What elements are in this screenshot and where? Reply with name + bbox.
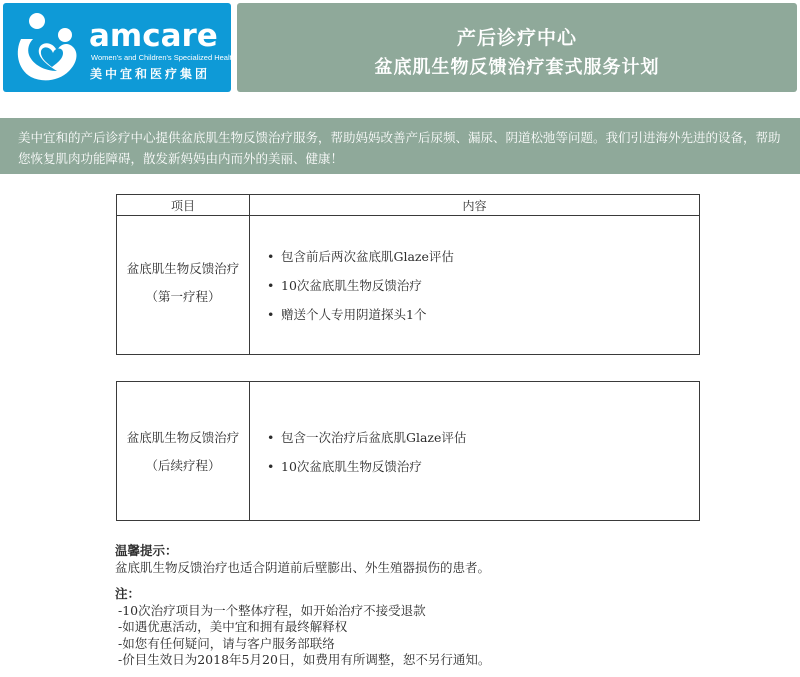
tips-heading: 温馨提示： [115, 543, 178, 558]
logo-chinese-name: 美中宜和医疗集团 [90, 67, 211, 81]
logo-tagline: Women's and Children's Specialized Health [91, 53, 236, 62]
item-name: 盆底肌生物反馈治疗 [126, 430, 240, 445]
note-item: -如遇优惠活动，美中宜和拥有最终解释权 [118, 619, 348, 634]
item-name: 盆底肌生物反馈治疗 [126, 261, 240, 276]
item-cell [117, 255, 249, 311]
note-item: -如您有任何疑问，请与客户服务部联络 [118, 635, 335, 651]
list-item: • 赠送个人专用阴道探头1个 [267, 300, 454, 329]
content-list [267, 242, 454, 329]
notes-heading: 注： [115, 586, 141, 601]
bullet-icon: • [267, 249, 275, 264]
content-list [267, 423, 466, 481]
bullet-icon: • [267, 430, 275, 445]
service-table-follow-up-course [116, 381, 700, 521]
column-divider [249, 382, 250, 520]
header-content: 内容 [462, 199, 487, 213]
intro-paragraph: 美中宜和的产后诊疗中心提供盆底肌生物反馈治疗服务，帮助妈妈改善产后尿频、漏尿、阴道松弛等问题。我们引进海外先进的设备，帮助您恢复肌肉功能障碍，散发新妈妈由内而外的美丽、健康！ [0, 118, 800, 174]
item-course: （后续疗程） [145, 458, 221, 473]
amcare-logo [3, 3, 236, 92]
item-cell [117, 424, 249, 480]
item-course: （第一疗程） [145, 289, 221, 304]
list-item: • 包含前后两次盆底肌Glaze评估 [267, 242, 454, 271]
list-item: • 10次盆底肌生物反馈治疗 [267, 452, 466, 481]
page-title: 产后诊疗中心 [456, 27, 577, 49]
service-table-first-course [116, 194, 700, 355]
note-item: -10次治疗项目为一个整体疗程，如开始治疗不接受退款 [118, 602, 426, 618]
mother-child-heart-icon [13, 11, 81, 83]
bullet-icon: • [267, 459, 275, 474]
header-banner [237, 3, 797, 92]
list-item: • 10次盆底肌生物反馈治疗 [267, 271, 454, 300]
table-header-row [117, 195, 699, 216]
bullet-icon: • [267, 307, 275, 322]
notes-section [115, 543, 490, 669]
tips-text: 盆底肌生物反馈治疗也适合阴道前后壁膨出、外生殖器损伤的患者。 [115, 559, 491, 575]
header-item: 项目 [170, 199, 195, 213]
bullet-icon: • [267, 278, 275, 293]
page-subtitle: 盆底肌生物反馈治疗套式服务计划 [374, 57, 660, 78]
logo-wordmark: amcare [89, 18, 218, 54]
column-divider [249, 195, 250, 354]
note-item: -价目生效日为2018年5月20日，如费用有所调整，恕不另行通知。 [118, 652, 491, 667]
list-item: • 包含一次治疗后盆底肌Glaze评估 [267, 423, 466, 452]
